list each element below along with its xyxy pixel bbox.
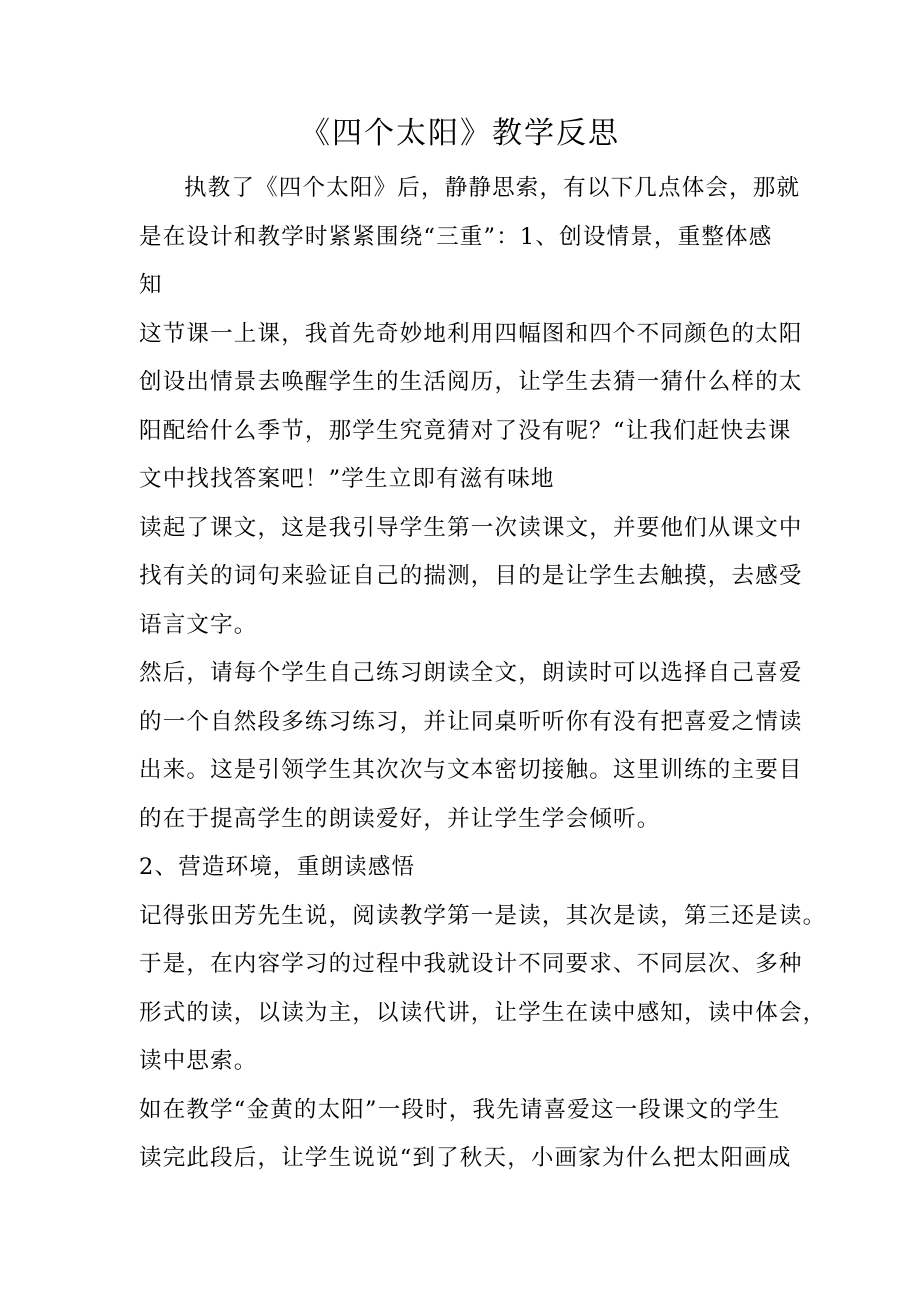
text-line: 找有关的词句来验证自己的揣测，目的是让学生去触摸，去感受 — [139, 563, 803, 589]
text-line: 是在设计和教学时紧紧围绕“三重”：1、创设情景，重整体感 — [139, 223, 773, 250]
paragraph-3 — [139, 504, 803, 650]
text-line: 读完此段后，让学生说说“到了秋天，小画家为什么把太阳画成 — [139, 1145, 792, 1171]
paragraph-6 — [139, 1086, 792, 1183]
paragraph-2 — [139, 310, 803, 504]
text-line: 出来。这是引领学生其次次与文本密切接触。这里训练的主要目 — [139, 757, 803, 783]
text-line: 记得张田芳先生说，阅读教学第一是读，其次是读，第三还是读。 — [139, 902, 827, 929]
text-line: 创设出情景去唤醒学生的生活阅历，让学生去猜一猜什么样的太 — [139, 369, 803, 395]
text-line: 读起了课文，这是我引导学生第一次读课文，并要他们从课文中 — [139, 514, 803, 541]
text-line: 阳配给什么季节，那学生究竟猜对了没有呢？“让我们赶快去课 — [139, 417, 792, 444]
document-body — [139, 164, 827, 1183]
text-line: 于是，在内容学习的过程中我就设计不同要求、不同层次、多种 — [139, 951, 803, 977]
text-line: 文中找找答案吧！”学生立即有滋有味地 — [139, 466, 555, 492]
text-line: 语言文字。 — [139, 611, 258, 638]
text-line: 读中思索。 — [139, 1048, 258, 1074]
document-title: 《四个太阳》教学反思 — [300, 116, 620, 151]
paragraph-5 — [139, 892, 827, 1086]
text-line: 如在教学“金黄的太阳”一段时，我先请喜爱这一段课文的学生 — [139, 1096, 781, 1123]
text-line: 2、营造环境，重朗读感悟 — [139, 854, 416, 880]
text-line: 知 — [139, 272, 163, 298]
paragraph-1 — [139, 164, 801, 310]
text-line: 执教了《四个太阳》后，静静思索，有以下几点体会，那就 — [184, 175, 801, 201]
paragraph-4 — [139, 649, 803, 843]
text-line: 的一个自然段多练习练习，并让同桌听听你有没有把喜爱之情读 — [139, 708, 803, 735]
text-line: 形式的读，以读为主，以读代讲，让学生在读中感知，读中体会， — [139, 999, 827, 1026]
text-line: 这节课一上课，我首先奇妙地利用四幅图和四个不同颜色的太阳 — [139, 320, 803, 347]
text-line: 然后，请每个学生自己练习朗读全文，朗读时可以选择自己喜爱 — [139, 660, 803, 686]
text-line: 的在于提高学生的朗读爱好，并让学生学会倾听。 — [139, 805, 661, 832]
section-heading — [139, 843, 785, 892]
